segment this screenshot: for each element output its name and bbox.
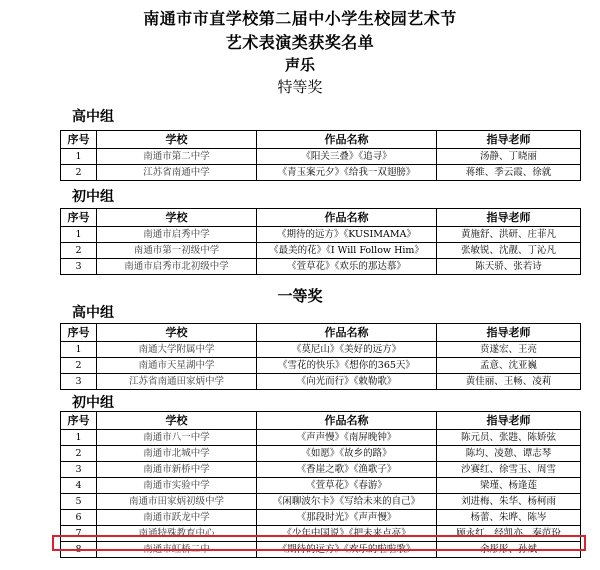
cell-work: 《阳关三叠》《追寻》 [257, 149, 437, 165]
cell-work: 《香崖之歌》《渔歌子》 [257, 462, 437, 478]
cell-teacher: 梁瑾、杨逢莲 [437, 478, 581, 494]
award-heading-first: 一等奖 [277, 287, 323, 305]
cell-school: 南通市北城中学 [97, 446, 257, 462]
header-work: 作品名称 [257, 324, 437, 342]
header-work: 作品名称 [257, 412, 437, 430]
cell-teacher: 刘进梅、朱华、杨柯雨 [437, 494, 581, 510]
table-special-senior [60, 130, 581, 181]
header-no: 序号 [61, 412, 97, 430]
cell-teacher: 黄施舒、洪研、庄菲凡 [437, 227, 581, 243]
cell-teacher: 孟意、沈亚巍 [437, 358, 581, 374]
cell-work: 《青玉案元夕》《给我一双翅膀》 [257, 165, 437, 181]
cell-work: 《期待的远方》《KUSIMAMA》 [257, 227, 437, 243]
header-no: 序号 [61, 131, 97, 149]
group-heading-junior-special: 初中组 [72, 189, 114, 205]
cell-teacher: 黄佳丽、王畅、凌莉 [437, 374, 581, 390]
cell-no: 2 [61, 243, 97, 259]
table-row [61, 227, 581, 243]
table-special-junior [60, 208, 581, 275]
header-no: 序号 [61, 324, 97, 342]
table-row [61, 494, 581, 510]
cell-work: 《声声慢》《南屏晚钟》 [257, 430, 437, 446]
cell-teacher: 贲遂宏、王亮 [437, 342, 581, 358]
cell-teacher: 陈元员、张韪、陈娇弦 [437, 430, 581, 446]
header-school: 学校 [97, 209, 257, 227]
cell-teacher: 蒋维、季云霞、徐就 [437, 165, 581, 181]
header-teacher: 指导老师 [437, 209, 581, 227]
table-row [61, 259, 581, 275]
cell-no: 3 [61, 462, 97, 478]
cell-teacher: 沙赛红、徐雪玉、周雪 [437, 462, 581, 478]
award-heading-special: 特等奖 [277, 78, 323, 96]
category-heading: 声乐 [284, 56, 315, 74]
cell-school: 南通市田家炳初级中学 [97, 494, 257, 510]
cell-no: 8 [61, 542, 97, 558]
cell-work: 《少年中国说》《把未来点亮》 [257, 526, 437, 542]
cell-no: 2 [61, 446, 97, 462]
table-header-row [61, 131, 581, 149]
cell-no: 3 [61, 374, 97, 390]
cell-school: 南通市第二中学 [97, 149, 257, 165]
table-header-row [61, 324, 581, 342]
table-row [61, 478, 581, 494]
header-work: 作品名称 [257, 209, 437, 227]
cell-no: 1 [61, 342, 97, 358]
header-school: 学校 [97, 412, 257, 430]
cell-school: 南通特殊教育中心 [97, 526, 257, 542]
cell-no: 1 [61, 227, 97, 243]
cell-no: 5 [61, 494, 97, 510]
cell-school: 南通市天星湖中学 [97, 358, 257, 374]
header-work: 作品名称 [257, 131, 437, 149]
cell-work: 《如愿》《故乡的路》 [257, 446, 437, 462]
cell-teacher: 汤静、丁晓丽 [437, 149, 581, 165]
table-row [61, 430, 581, 446]
cell-no: 3 [61, 259, 97, 275]
cell-school: 江苏省南通田家炳中学 [97, 374, 257, 390]
header-school: 学校 [97, 131, 257, 149]
cell-work: 《雪花的快乐》《想你的365天》 [257, 358, 437, 374]
cell-teacher: 陈天骄、张若诗 [437, 259, 581, 275]
header-teacher: 指导老师 [437, 131, 581, 149]
cell-school: 南通市启秀中学 [97, 227, 257, 243]
cell-work: 《闲聊波尔卡》《写给未来的自己》 [257, 494, 437, 510]
cell-school: 南通市虹桥二中 [97, 542, 257, 558]
group-heading-senior-special: 高中组 [72, 109, 114, 125]
cell-no: 1 [61, 430, 97, 446]
cell-no: 1 [61, 149, 97, 165]
table-header-row [61, 412, 581, 430]
cell-work: 《莫尼山》《美好的远方》 [257, 342, 437, 358]
cell-work: 《萱草花》《欢乐的那达慕》 [257, 259, 437, 275]
cell-no: 6 [61, 510, 97, 526]
header-school: 学校 [97, 324, 257, 342]
table-row [61, 446, 581, 462]
cell-teacher: 张敏锐、沈靓、丁沁凡 [437, 243, 581, 259]
cell-work: 《那段时光》《声声慢》 [257, 510, 437, 526]
document-subtitle: 艺术表演类获奖名单 [225, 33, 375, 52]
table-row-highlighted [61, 526, 581, 542]
table-row [61, 243, 581, 259]
table-first-senior [60, 323, 581, 390]
cell-work: 《向光而行》《敕勒歌》 [257, 374, 437, 390]
cell-no: 7 [61, 526, 97, 542]
cell-school: 南通大学附属中学 [97, 342, 257, 358]
table-header-row [61, 209, 581, 227]
table-row [61, 542, 581, 558]
cell-school: 南通市实验中学 [97, 478, 257, 494]
cell-teacher: 杨蕾、朱晔、陈岑 [437, 510, 581, 526]
group-heading-junior-first: 初中组 [72, 395, 114, 411]
document-title: 南通市市直学校第二届中小学生校园艺术节 [143, 9, 457, 28]
table-row [61, 342, 581, 358]
cell-school: 南通市新桥中学 [97, 462, 257, 478]
cell-work: 《萱草花》《春游》 [257, 478, 437, 494]
cell-school: 江苏省南通中学 [97, 165, 257, 181]
table-first-junior [60, 411, 581, 558]
cell-work: 《最美的花》《I Will Follow Him》 [257, 243, 437, 259]
cell-school: 南通市八一中学 [97, 430, 257, 446]
cell-school: 南通市第一初级中学 [97, 243, 257, 259]
cell-no: 2 [61, 165, 97, 181]
group-heading-senior-first: 高中组 [72, 305, 114, 321]
cell-no: 4 [61, 478, 97, 494]
cell-work: 《期待的远方》《欢乐的啦啦歌》 [257, 542, 437, 558]
cell-teacher: 陈均、凌憩、谭志琴 [437, 446, 581, 462]
cell-school: 南通市启秀市北初级中学 [97, 259, 257, 275]
table-row [61, 462, 581, 478]
table-row [61, 149, 581, 165]
table-row [61, 374, 581, 390]
header-no: 序号 [61, 209, 97, 227]
cell-no: 2 [61, 358, 97, 374]
table-row [61, 510, 581, 526]
cell-school: 南通市跃龙中学 [97, 510, 257, 526]
cell-teacher: 顾永红、经凯亦、秦范玢 [437, 526, 581, 542]
table-row [61, 165, 581, 181]
cell-teacher: 余彤彤、孙斌 [437, 542, 581, 558]
table-row [61, 358, 581, 374]
header-teacher: 指导老师 [437, 324, 581, 342]
header-teacher: 指导老师 [437, 412, 581, 430]
